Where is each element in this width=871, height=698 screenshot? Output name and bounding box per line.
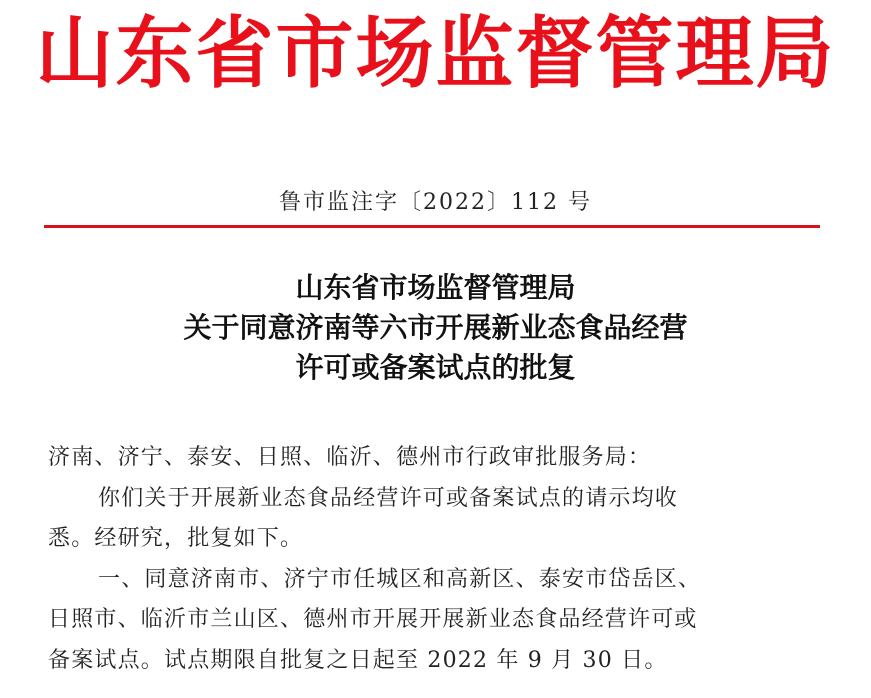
title-line-1: 山东省市场监督管理局	[295, 271, 576, 304]
red-divider-line	[44, 225, 820, 228]
paragraph-1-line-2: 悉。经研究，批复如下。	[48, 526, 304, 551]
title-line-3: 许可或备案试点的批复	[295, 351, 576, 384]
paragraph-2-line-3: 备案试点。试点期限自批复之日起至 2022 年 9 月 30 日。	[48, 647, 668, 673]
document-title	[0, 268, 871, 388]
paragraph-1-line-1: 你们关于开展新业态食品经营许可或备案试点的请示均收	[98, 485, 679, 511]
paragraph-2-line-2: 日照市、临沂市兰山区、德州市开展开展新业态食品经营许可或	[48, 607, 698, 632]
paragraph-2-line-1: 一、同意济南市、济宁市任城区和高新区、泰安市岱岳区、	[98, 566, 702, 592]
document-number: 鲁市监注字〔2022〕112 号	[279, 190, 592, 215]
agency-masthead: 山东省市场监督管理局	[35, 8, 836, 99]
title-line-2: 关于同意济南等六市开展新业态食品经营	[183, 311, 688, 344]
document-body	[48, 438, 823, 681]
recipients-line: 济南、济宁、泰安、日照、临沂、德州市行政审批服务局：	[48, 445, 652, 470]
